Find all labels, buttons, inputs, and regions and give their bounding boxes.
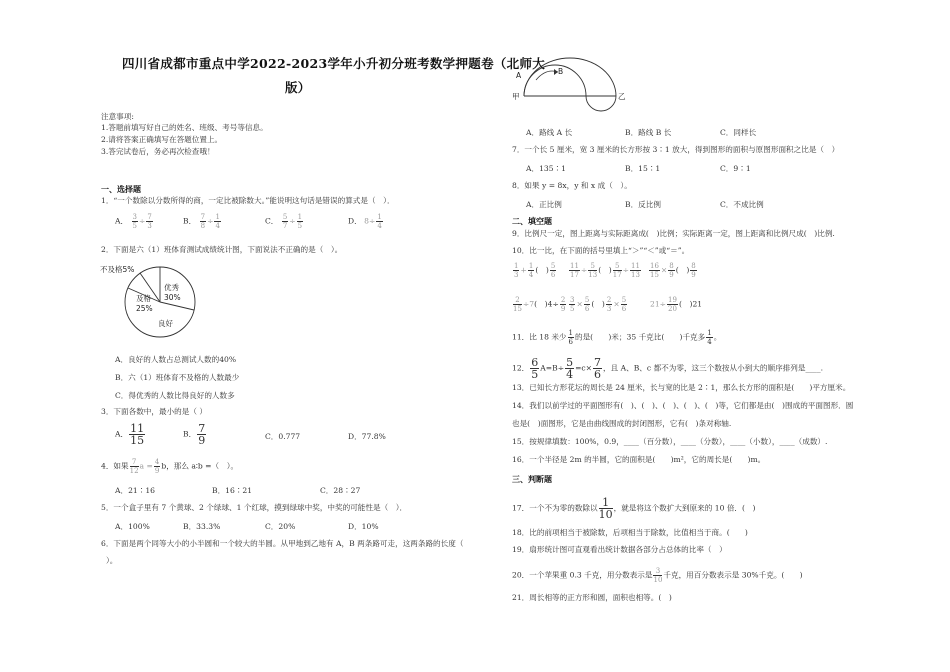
fraction: $\frac{7}{9}$ [198,422,206,447]
option-letter: C． [265,216,279,226]
q10-row2-item: $\frac{2}{15}$ ÷7( )4÷ $\frac{2}{9}$ [513,296,566,313]
q3-option-d[interactable]: D．77.8% [348,432,386,441]
question-14-text-cont: 也是( )面图形，它是由曲线围成的封闭图形，它有( )条对称轴. [512,419,732,428]
section-choice-title: 一、选择题 [101,184,141,194]
q3-option-a[interactable]: A． $\frac{11}{15}$ [115,422,145,447]
semicircle-figure [512,50,637,118]
q6-option-c[interactable]: C．同样长 [720,128,757,137]
q5-option-a[interactable]: A．100% [115,522,150,531]
question-4-text: 4．如果 $\frac{7}{12}$ a = $\frac{4}{9}$ b，那么 a∶b =（ ）。 [101,458,239,475]
pie-label-pass: 及格 [136,294,151,303]
question-13-text: 13．已知长方形花坛的周长是 24 厘米，长与宽的比是 2∶1，那么长方形的面积是( )平方厘米。 [512,383,851,392]
question-8-text: 8．如果 y = 8x，y 和 x 成（ ）。 [512,181,632,190]
q2-option-c[interactable]: C．得优秀的人数比得良好的人数多 [115,391,235,400]
question-9-text: 9．比例尺一定，图上距离与实际距离成( )比例；实际距离一定，图上距离和比例尺成( )比例. [512,229,835,238]
q2-option-b[interactable]: B．六（1）班体育不及格的人数最少 [115,373,240,382]
note-item: 3.答完试卷后，务必再次检查哦！ [101,147,215,156]
page-title-line1: 四川省成都市重点中学2022-2023学年小升初分班考数学押题卷（北师大 [122,56,546,71]
label-end: 乙 [618,92,626,101]
pie-label-fail: 不及格5% [100,265,135,274]
q8-option-a[interactable]: A．正比例 [526,200,562,209]
fraction: $\frac{7}{12}$ [129,458,139,475]
q1-option-a[interactable]: A． $\frac{3}{5}$ ÷ $\frac{7}{3}$ [115,213,152,230]
note-item: 1.答题前填写好自己的姓名、班级、考号等信息。 [101,123,268,132]
fraction: $\frac{1}{4}$ [377,213,382,230]
question-15-text: 15．按规律填数：100%，0.9，____（百分数），____（分数），____（小数），____（成数）. [512,437,828,446]
question-7-text: 7．一个长 5 厘米，宽 3 厘米的长方形按 3∶1 放大，得到图形的面积与原图形面积之比是（ ） [512,145,840,154]
question-5-text: 5．一个盒子里有 7 个黄球、2 个绿球、1 个红球，摸到绿球中奖，中奖的可能性是（ ）． [101,503,408,512]
question-6-text-cont: ）。 [106,556,118,565]
q1-option-b[interactable]: B． $\frac{7}{8}$ ÷ $\frac{1}{4}$ [183,213,220,230]
fraction: $\frac{11}{15}$ [130,422,145,447]
question-19-text: 19．扇形统计图可直观看出统计数据各部分占总体的比率（ ） [512,545,727,554]
question-2-text: 2．下面是六（1）班体育测试成绩统计图，下面说法不正确的是（ ）。 [101,245,343,254]
question-6-text: 6．下面是两个同等大小的小半圆和一个较大的半圆。从甲地到乙地有 A，B 两条路可走，这两条路的长度（ [101,539,464,548]
section-judge-title: 三、判断题 [512,474,552,484]
q10-row2-item: 21÷ $\frac{19}{20}$ ( )21 [650,296,703,313]
question-18-text: 18．比的前项相当于被除数，后项相当于除数，比值相当于商。( ) [512,528,748,537]
option-letter: D． [348,216,362,226]
q10-row1-item: $\frac{11}{17}$ ÷ $\frac{5}{13}$ ( ) $\frac{5}{17}$ ÷ $\frac{11}{13}$ [570,262,640,279]
question-3-text: 3．下面各数中，最小的是（ ） [101,407,207,416]
q4-option-a[interactable]: A．21∶16 [115,486,155,495]
q7-option-c[interactable]: C．9∶1 [720,164,751,173]
page-title-line2: 版） [285,80,311,95]
q6-option-a[interactable]: A．路线 A 长 [526,128,573,137]
label-route-a: A [516,71,522,80]
q8-option-c[interactable]: C．不成比例 [720,200,764,209]
fraction: $\frac{3}{5}$ [132,213,137,230]
option-letter: B． [183,216,197,226]
q3-option-b[interactable]: B． $\frac{7}{9}$ [183,422,206,447]
q3-option-c[interactable]: C．0.777 [265,432,301,441]
fraction: $\frac{4}{9}$ [154,458,160,475]
q4-option-b[interactable]: B．16∶21 [212,486,253,495]
fraction: $\frac{5}{7}$ [282,213,288,230]
label-start: 甲 [512,92,520,101]
q5-option-b[interactable]: B．33.3% [183,522,221,531]
pie-label-pass-pct: 25% [136,304,153,313]
question-14-text: 14．我们以前学过的平面图形有( )、( )、( )、( )、( )等，它们都是由( )围成的平面图形．圆 [512,401,854,410]
note-item: 2.请将答案正确填写在答题位置上。 [101,135,223,144]
q7-option-a[interactable]: A．135∶1 [526,164,566,173]
q4-option-c[interactable]: C．28∶27 [320,486,361,495]
question-20-text: 20．一个苹果重 0.3 千克，用分数表示是 $\frac{3}{10}$ 千克，用百分数表示是 30%千克。( ) [512,567,803,584]
option-letter: A． [115,216,129,226]
question-10-text: 10．比一比，在下面的括号里填上“＞”“＜”或“＝”。 [512,246,690,255]
fraction: $\frac{1}{4}$ [215,213,220,230]
q7-option-b[interactable]: B．15∶1 [625,164,661,173]
q10-row1-item: $\frac{1}{3}$ + $\frac{1}{4}$ ( ) $\frac{5}{6}$ [514,262,556,279]
question-1-text: 1．“一个数除以分数所得的商，一定比被除数大。”能说明这句话是错误的算式是（ ）． [101,196,395,205]
question-17-text: 17．一个不为零的数除以 $\frac{1}{10}$ ，就是将这个数扩大到原来的 10 倍．( ) [512,496,756,521]
q10-row1-item: $\frac{16}{15}$ × $\frac{8}{9}$ ( ) $\frac{8}{9}$ [650,262,696,279]
fraction: $\frac{7}{3}$ [147,213,152,230]
q1-option-d[interactable]: D． 8÷ $\frac{1}{4}$ [348,213,382,230]
section-fill-title: 二、填空题 [512,216,552,226]
question-11-text: 11．比 18 米少 $\frac{1}{6}$ 的是( )米；35 千克比( )千克多 $\frac{1}{4}$ 。 [512,329,722,346]
q6-option-b[interactable]: B．路线 B 长 [625,128,672,137]
pie-label-excellent: 优秀 [164,283,179,292]
q5-option-c[interactable]: C．20% [265,522,296,531]
q8-option-b[interactable]: B．反比例 [625,200,661,209]
pie-label-excellent-pct: 30% [164,293,181,302]
fraction: $\frac{7}{8}$ [200,213,206,230]
question-12-text: 12． $\frac{6}{5}$ A=B÷ $\frac{5}{4}$ =c× $\frac{7}{6}$ ，且 A、B、c 都不为零，这三个数按从小到大的顺序排列是____. [512,356,824,381]
question-21-text: 21．周长相等的正方形和圆，面积也相等。( ) [512,593,672,602]
q5-option-d[interactable]: D．10% [348,522,379,531]
notes-heading: 注意事项: [101,112,134,121]
q1-option-c[interactable]: C． $\frac{5}{7}$ ÷ $\frac{1}{5}$ [265,213,303,230]
fraction: $\frac{1}{5}$ [297,213,303,230]
label-route-b: B [558,67,564,76]
q2-option-a[interactable]: A．良好的人数占总测试人数的40% [115,355,237,364]
question-16-text: 16．一个半径是 2m 的半圆，它的面积是( )m²，它的周长是( )m。 [512,455,766,464]
pie-chart [100,262,220,342]
pie-label-good: 良好 [158,319,173,328]
q10-row2-item: $\frac{3}{5}$ × $\frac{5}{6}$ ( ) $\frac{2}{3}$ × $\frac{5}{6}$ [570,296,627,313]
